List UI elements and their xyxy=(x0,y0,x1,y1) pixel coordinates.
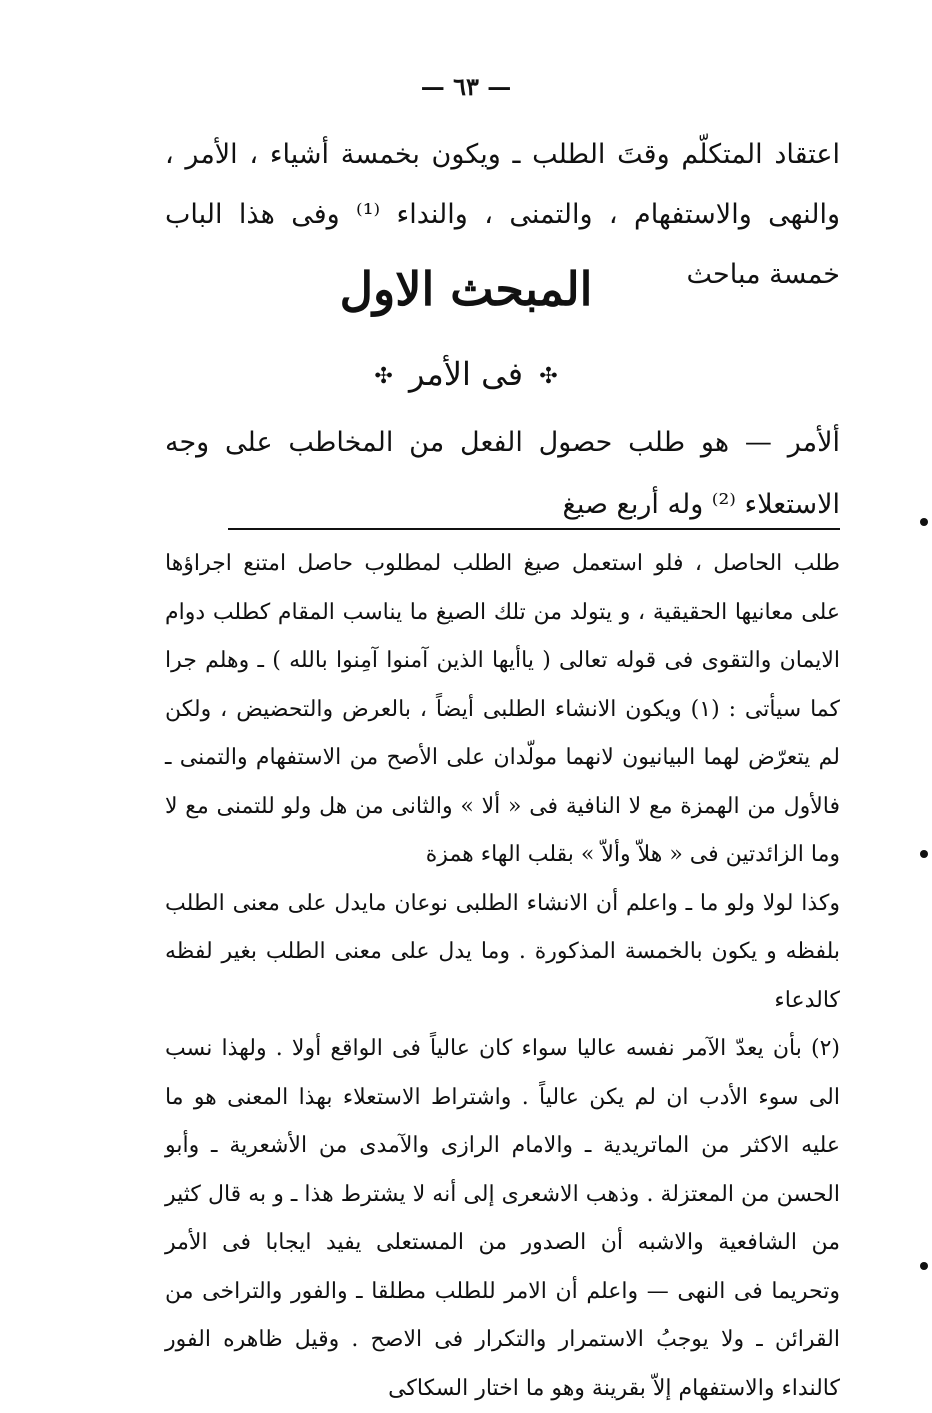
footnote-paragraph: طلب الحاصل ، فلو استعمل صيغ الطلب لمطلوب حاصل امتنع اجراؤها على معانيها الحقيقية ، و يتولد من تلك الصيغ ما يناسب المقام كطلب دوام الايمان والتقوى فى قوله تعالى ( ياأيها الذين آمنوا آمِنوا بالله ) ـ وهلم جرا كما سيأتى : (١) ويكون الانشاء الطلبى أيضاً ، بالعرض والتحضيض ، ولكن لم يتعرّض لهما البيانيون لانهما مولّدان على الأصح من الاستفهام والتمنى ـ فالأول من الهمزة مع لا النافية فى « ألا » والثانى من هل ولو للتمنى مع لا وما الزائدتين فى « هلاّ وألاّ » بقلب الهاء همزة xyxy=(165,551,840,867)
footnote-divider xyxy=(228,528,840,530)
footnote-paragraph: (٢) بأن يعدّ الآمر نفسه عاليا سواء كان عالياً فى الواقع أولا . ولهذا نسب الى سوء الأدب ان لم يكن عالياً . واشتراط الاستعلاء بهذا المعنى هو ما عليه الاكثر من الماتريدية ـ والامام الرازى والآمدى من الأشعرية ـ وأبو الحسن من المعتزلة . وذهب الاشعرى إلى أنه لا يشترط هذا ـ و به قال كثير من الشافعية والاشبه أن الصدور من المستعلى يفيد ايجابا فى الأمر وتحريما فى النهى — واعلم أن الامر للطلب مطلقا ـ والفور والتراخى من القرائن ـ ولا يوجبُ الاستمرار والتكرار فى الاصح . وقيل ظاهره الفور كالنداء والاستفهام إلاّ بقرينة وهو ما اختار السكاكى xyxy=(165,1036,841,1401)
page-number: — ٦٣ — xyxy=(420,72,512,101)
margin-mark xyxy=(920,518,928,526)
margin-mark xyxy=(920,1262,928,1270)
chapter-title: المبحث الاول xyxy=(339,262,593,316)
margin-mark xyxy=(920,850,928,858)
ornament-icon: ✣ xyxy=(539,364,558,389)
section-title-text: فى الأمر xyxy=(408,355,524,393)
ornament-icon: ✣ xyxy=(374,364,393,389)
footnote-paragraph: وكذا لولا ولو ما ـ واعلم أن الانشاء الطلبى نوعان مايدل على معنى الطلب بلفظه و يكون بالخمسة المذكورة . وما يدل على معنى الطلب بغير لفظه كالدعاء xyxy=(165,890,840,1013)
section-title xyxy=(0,355,932,393)
intro-paragraph: اعتقاد المتكلّم وقتَ الطلب ـ ويكون بخمسة أشياء ، الأمر ، والنهى والاستفهام ، والتمنى ، والنداء ⁽¹⁾ وفى هذا الباب خمسة مباحث xyxy=(165,139,840,290)
footnotes-block xyxy=(165,540,840,1413)
definition-paragraph: ألأمر — هو طلب حصول الفعل من المخاطب على وجه الاستعلاء ⁽²⁾ وله أربع صيغ xyxy=(165,427,840,520)
